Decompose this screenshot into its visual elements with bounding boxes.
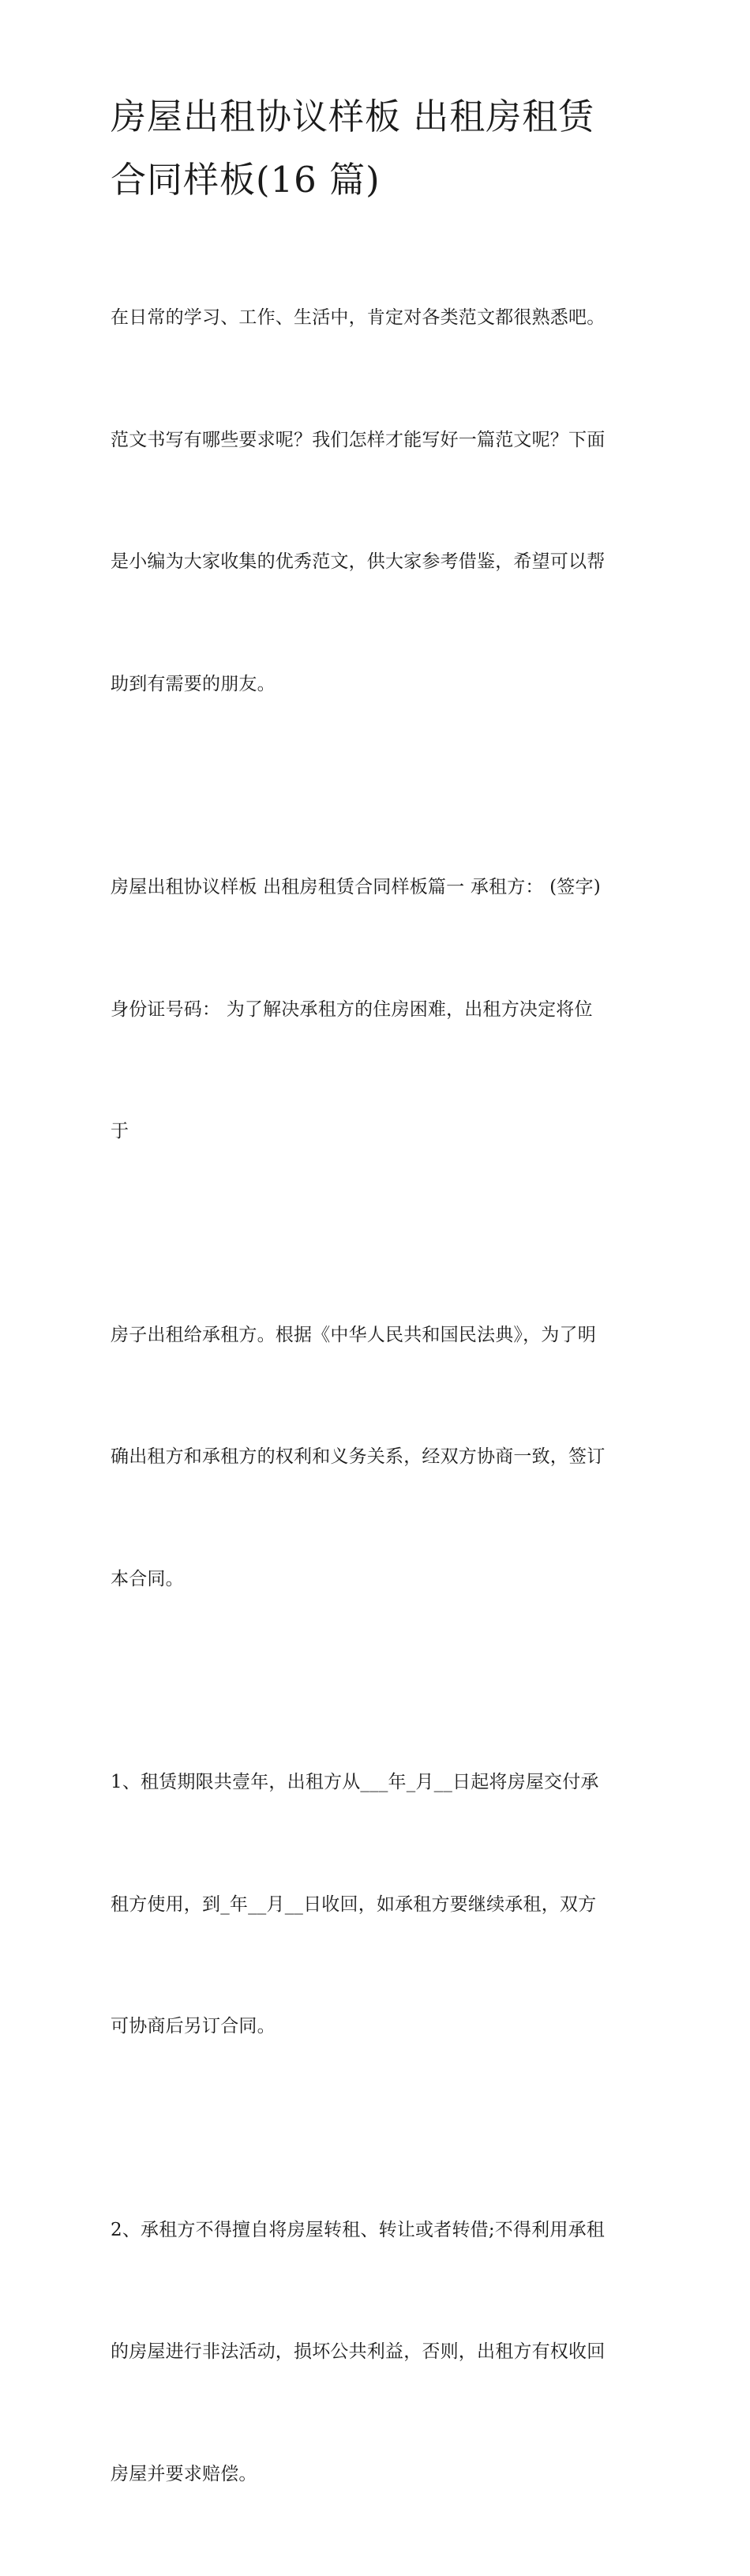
- clause-1-paragraph: [111, 1681, 647, 2129]
- text-line: 房屋并要求赔偿。: [111, 2454, 647, 2495]
- text-line: 2、承租方不得擅自将房屋转租、转让或者转借;不得利用承租: [111, 2210, 647, 2251]
- contract-purpose-paragraph: [111, 1234, 647, 1682]
- text-line: 于: [111, 1111, 647, 1153]
- text-line: 身份证号码： 为了解决承租方的住房困难，出租方决定将位: [111, 990, 647, 1031]
- text-line: 的房屋进行非法活动，损坏公共利益，否则，出租方有权收回: [111, 2332, 647, 2373]
- document-body: [111, 216, 647, 2576]
- text-line: 助到有需要的朋友。: [111, 664, 647, 705]
- intro-paragraph: [111, 216, 647, 786]
- text-line: 房子出租给承租方。根据《中华人民共和国民法典》，为了明: [111, 1315, 647, 1356]
- text-line: 可协商后另订合同。: [111, 2006, 647, 2048]
- document-page: [0, 0, 750, 971]
- text-line: 在日常的学习、工作、生活中，肯定对各类范文都很熟悉吧。: [111, 298, 647, 339]
- title-line-2: 合同样板(16 篇): [111, 149, 647, 212]
- text-line: 1、租赁期限共壹年，出租方从___年_月__日起将房屋交付承: [111, 1762, 647, 1803]
- text-line: 是小编为大家收集的优秀范文，供大家参考借鉴，希望可以帮: [111, 542, 647, 583]
- title-line-1: 房屋出租协议样板 出租房租赁: [111, 85, 647, 149]
- text-line: 确出租方和承租方的权利和义务关系，经双方协商一致，签订: [111, 1437, 647, 1478]
- clause-2-paragraph: [111, 2129, 647, 2576]
- text-line: 房屋出租协议样板 出租房租赁合同样板篇一 承租方： (签字): [111, 867, 647, 908]
- text-line: 本合同。: [111, 1559, 647, 1600]
- text-line: 范文书写有哪些要求呢？我们怎样才能写好一篇范文呢？下面: [111, 420, 647, 461]
- document-title: [111, 85, 647, 212]
- text-line: 租方使用，到_年__月__日收回，如承租方要继续承租，双方: [111, 1885, 647, 1926]
- contract-header-paragraph: [111, 786, 647, 1234]
